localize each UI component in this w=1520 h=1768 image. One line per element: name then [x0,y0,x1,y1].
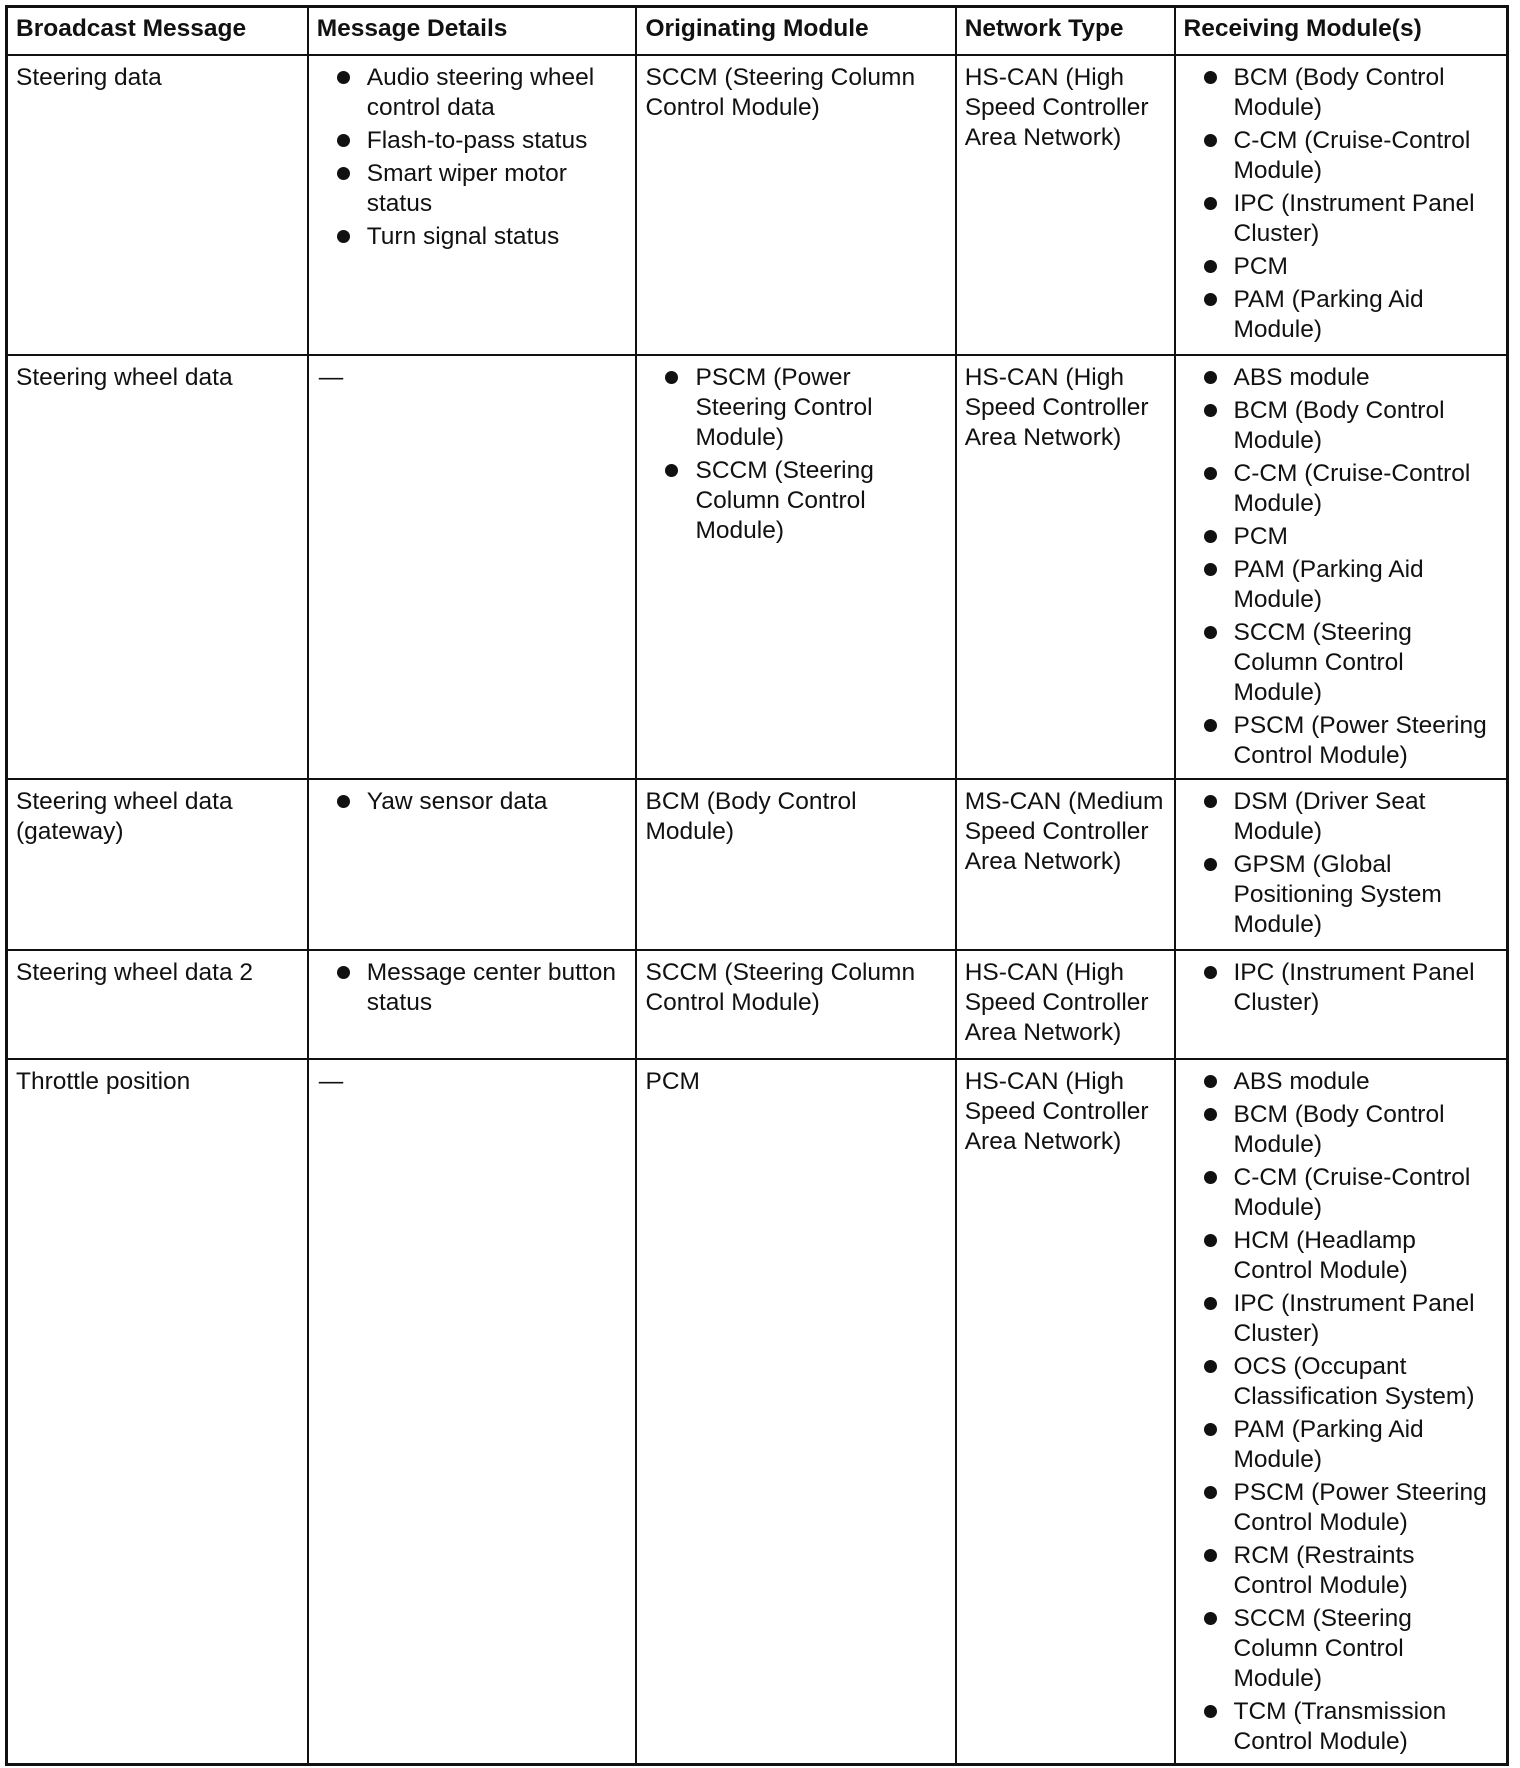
list-item: PAM (Parking Aid Module) [1184,285,1499,345]
list-item: Message center button status [317,958,628,1018]
list-item: PSCM (Power Steering Control Module) [1184,711,1499,771]
header-broadcast-message: Broadcast Message [7,7,308,56]
broadcast-message-cell: Steering wheel data (gateway) [7,779,308,950]
details-list [317,958,628,1018]
network-type-cell: HS-CAN (High Speed Controller Area Network) [956,355,1175,779]
table-header-row [7,7,1508,56]
list-item: ABS module [1184,1067,1499,1097]
list-item: Yaw sensor data [317,787,628,817]
broadcast-message-cell: Steering wheel data [7,355,308,779]
message-details-cell [308,355,637,779]
header-receiving-modules: Receiving Module(s) [1175,7,1508,56]
list-item: BCM (Body Control Module) [1184,396,1499,456]
receiving-modules-cell [1175,950,1508,1059]
list-item: PAM (Parking Aid Module) [1184,1415,1499,1475]
message-details-cell [308,1059,637,1765]
list-item: BCM (Body Control Module) [1184,63,1499,123]
table-row [7,1059,1508,1765]
list-item: RCM (Restraints Control Module) [1184,1541,1499,1601]
details-list [317,787,628,817]
broadcast-message-cell: Throttle position [7,1059,308,1765]
list-item: Turn signal status [317,222,628,252]
receiving-list [1184,63,1499,345]
empty-dash: — [318,1068,344,1095]
list-item: PSCM (Power Steering Control Module) [645,363,946,453]
broadcast-message-table [5,5,1509,1766]
list-item: C-CM (Cruise-Control Module) [1184,1163,1499,1223]
list-item: TCM (Transmission Control Module) [1184,1697,1499,1757]
table-row [7,950,1508,1059]
broadcast-message-cell: Steering data [7,55,308,355]
message-details-cell [308,55,637,355]
originating-list [645,363,946,546]
receiving-list [1184,787,1499,940]
list-item: PCM [1184,522,1499,552]
list-item: Flash-to-pass status [317,126,628,156]
list-item: OCS (Occupant Classification System) [1184,1352,1499,1412]
message-details-cell [308,779,637,950]
list-item: BCM (Body Control Module) [1184,1100,1499,1160]
message-details-cell [308,950,637,1059]
empty-dash: — [318,364,344,391]
receiving-list [1184,958,1499,1018]
receiving-modules-cell [1175,355,1508,779]
originating-module-cell: SCCM (Steering Column Control Module) [636,950,955,1059]
header-network-type: Network Type [956,7,1175,56]
list-item: PAM (Parking Aid Module) [1184,555,1499,615]
list-item: GPSM (Global Positioning System Module) [1184,850,1499,940]
list-item: Smart wiper motor status [317,159,628,219]
originating-module-cell: PCM [636,1059,955,1765]
originating-module-cell: BCM (Body Control Module) [636,779,955,950]
list-item: IPC (Instrument Panel Cluster) [1184,189,1499,249]
list-item: ABS module [1184,363,1499,393]
details-list [317,63,628,252]
receiving-modules-cell [1175,55,1508,355]
list-item: SCCM (Steering Column Control Module) [1184,1604,1499,1694]
originating-module-cell [636,355,955,779]
receiving-list [1184,1067,1499,1757]
network-type-cell: HS-CAN (High Speed Controller Area Network) [956,55,1175,355]
list-item: PCM [1184,252,1499,282]
network-type-cell: HS-CAN (High Speed Controller Area Network) [956,1059,1175,1765]
table-row [7,55,1508,355]
receiving-modules-cell [1175,779,1508,950]
originating-module-cell: SCCM (Steering Column Control Module) [636,55,955,355]
receiving-list [1184,363,1499,771]
table-row [7,779,1508,950]
table-row [7,355,1508,779]
receiving-modules-cell [1175,1059,1508,1765]
list-item: HCM (Headlamp Control Module) [1184,1226,1499,1286]
broadcast-message-cell: Steering wheel data 2 [7,950,308,1059]
list-item: SCCM (Steering Column Control Module) [1184,618,1499,708]
list-item: SCCM (Steering Column Control Module) [645,456,946,546]
list-item: IPC (Instrument Panel Cluster) [1184,958,1499,1018]
network-type-cell: MS-CAN (Medium Speed Controller Area Network) [956,779,1175,950]
network-type-cell: HS-CAN (High Speed Controller Area Network) [956,950,1175,1059]
list-item: C-CM (Cruise-Control Module) [1184,459,1499,519]
header-message-details: Message Details [308,7,637,56]
list-item: DSM (Driver Seat Module) [1184,787,1499,847]
header-originating-module: Originating Module [636,7,955,56]
list-item: Audio steering wheel control data [317,63,628,123]
list-item: PSCM (Power Steering Control Module) [1184,1478,1499,1538]
list-item: C-CM (Cruise-Control Module) [1184,126,1499,186]
list-item: IPC (Instrument Panel Cluster) [1184,1289,1499,1349]
